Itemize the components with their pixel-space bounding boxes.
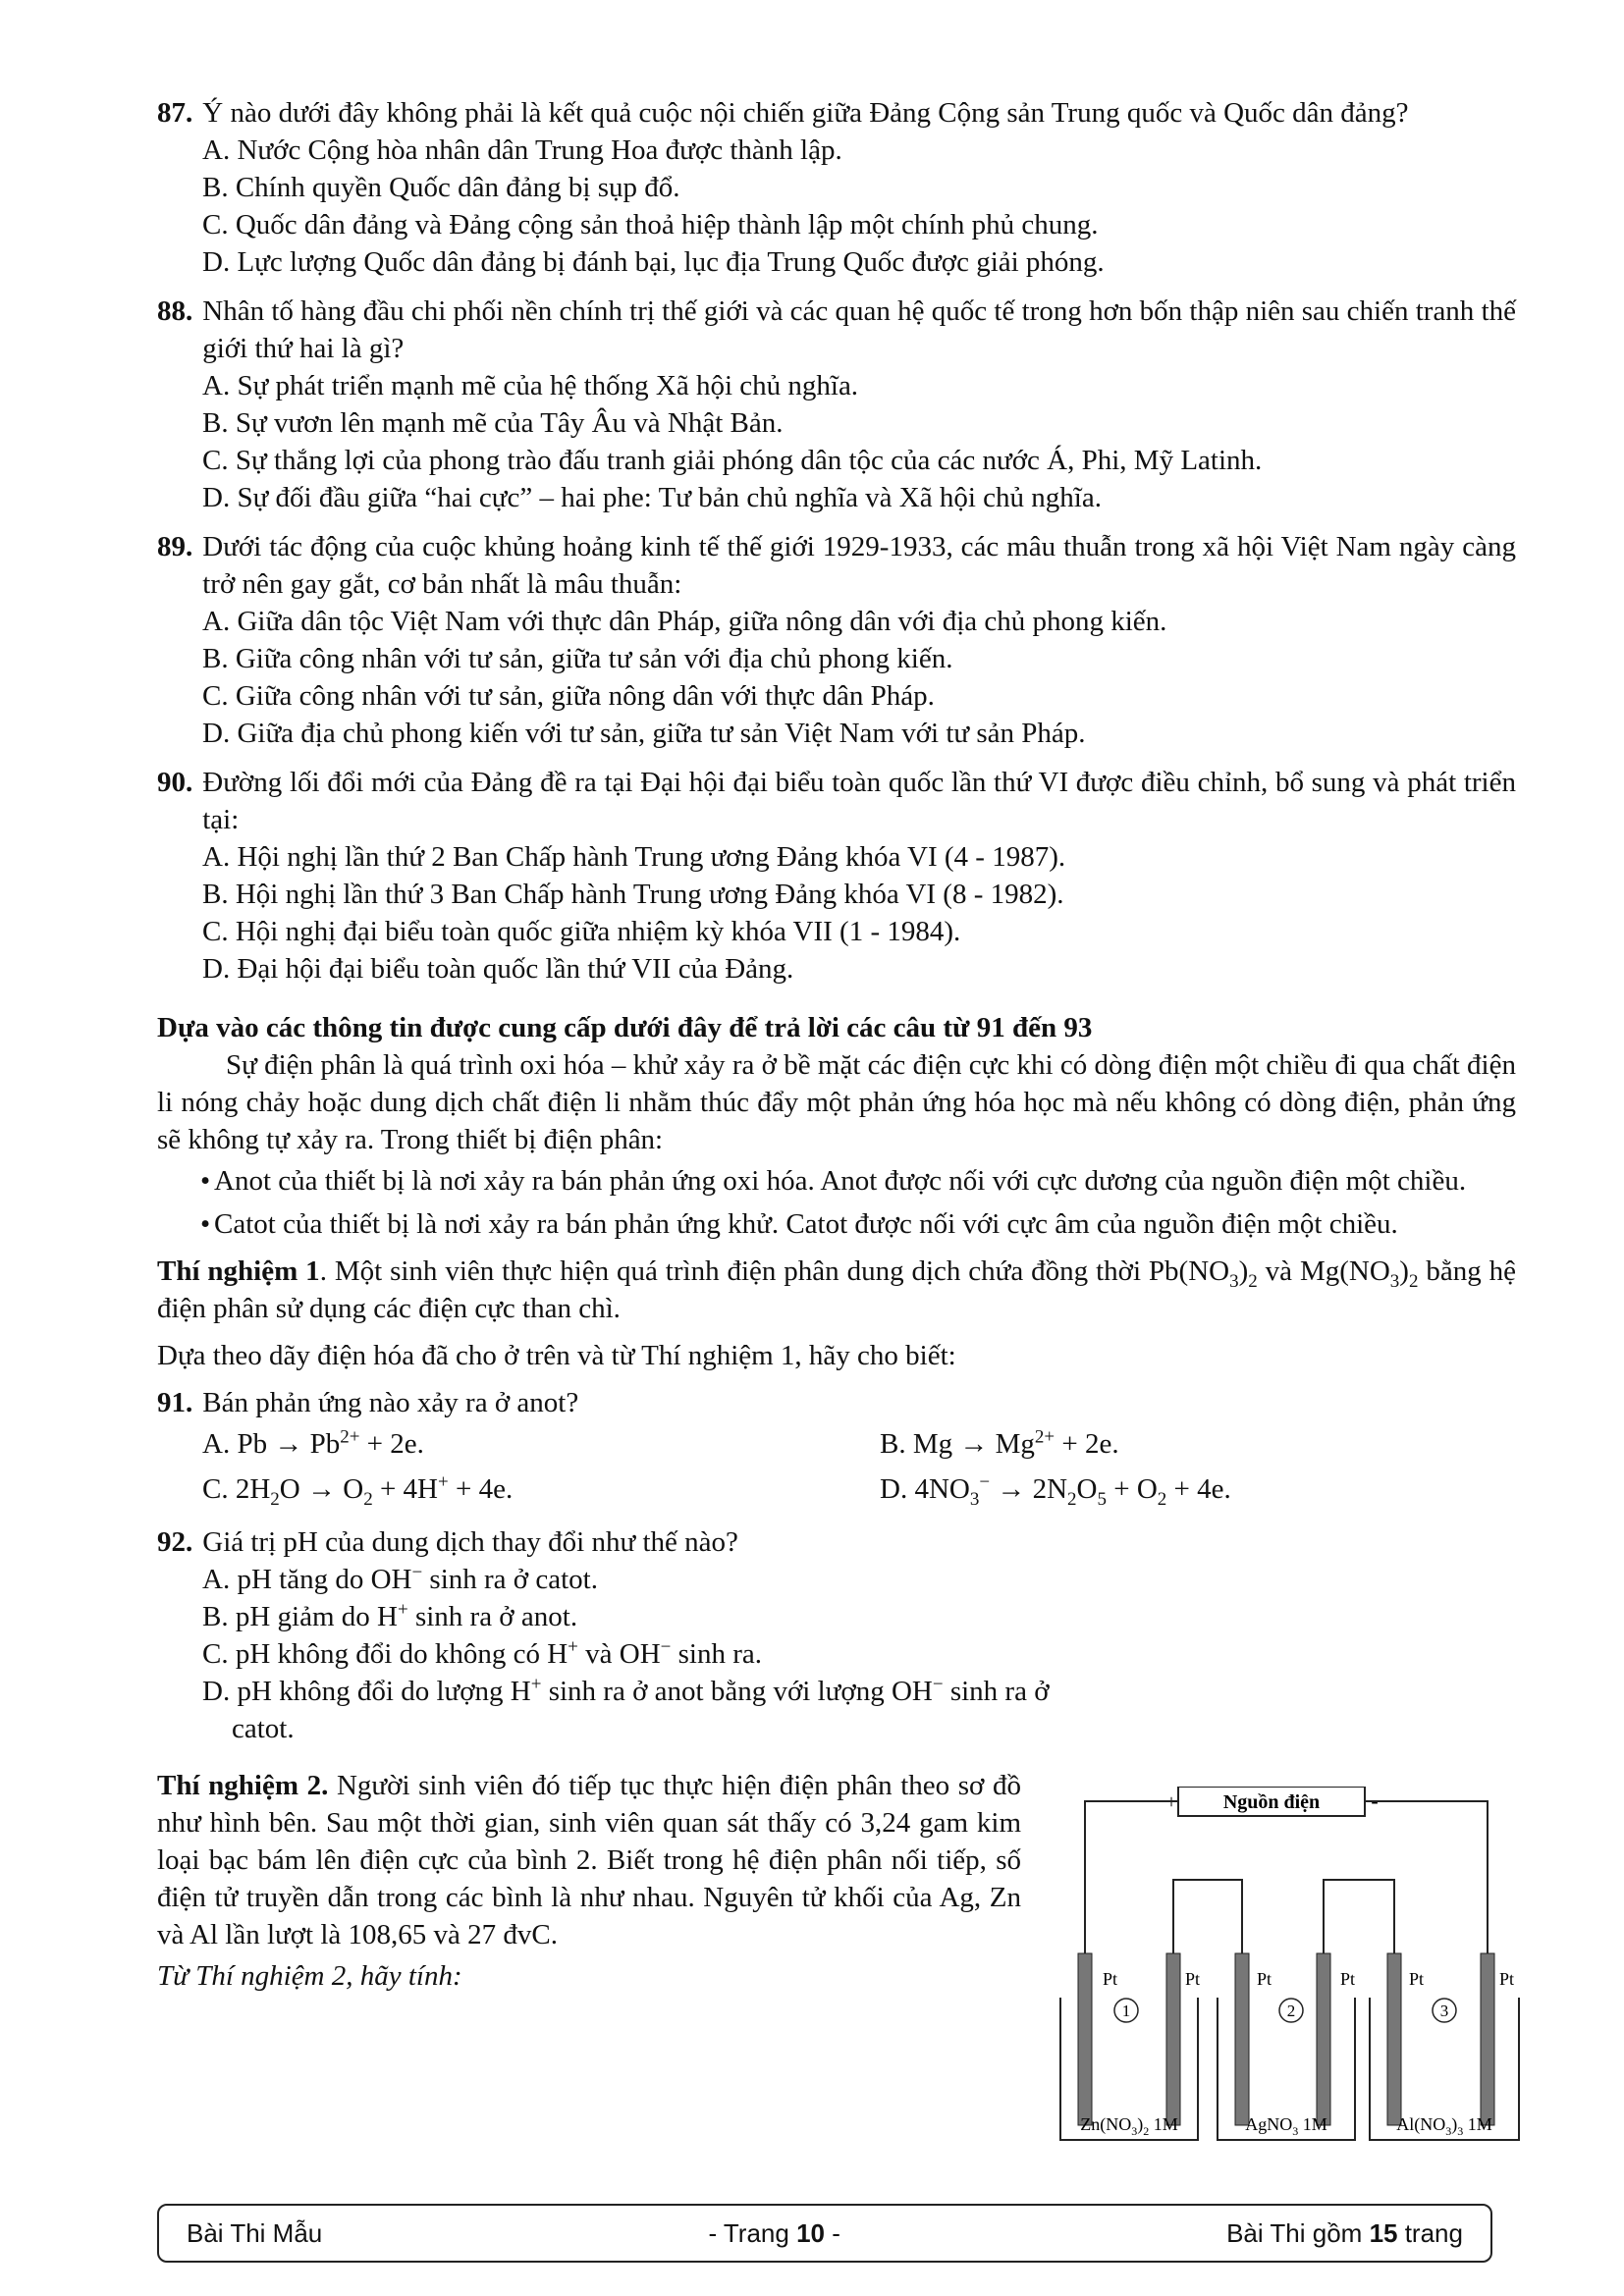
question-text: Ý nào dưới đây không phải là kết quả cuộc nội chiến giữa Đảng Cộng sản Trung quốc và Quốc dân đảng?: [202, 97, 1409, 129]
experiment-2-followup: Từ Thí nghiệm 2, hãy tính:: [157, 1960, 462, 1992]
option-b: B. Chính quyền Quốc dân đảng bị sụp đổ.: [202, 172, 680, 203]
section-intro: Sự điện phân là quá trình oxi hóa – khử xảy ra ở bề mặt các điện cực khi có dòng điện một chiều đi qua chất điện li nóng chảy hoặc dung dịch chất điện li nhằm thúc đẩy một phản ứng hóa học mà nếu không có dòng điện, phản ứng sẽ không tự xảy ra. Trong thiết bị điện phân:: [157, 1049, 1516, 1155]
question-number: 88.: [157, 295, 193, 327]
question-number: 89.: [157, 531, 193, 562]
wire-bridge-1-2: [1173, 1880, 1242, 1953]
solution-3-label: $Al(NO_3)_3$ 1M: [1396, 2114, 1492, 2138]
question-number: 87.: [157, 97, 193, 129]
electrode: [1078, 1953, 1092, 2125]
electrode-label: Pt: [1409, 1969, 1425, 1989]
option-d: D. Lực lượng Quốc dân đảng bị đánh bại, lục địa Trung Quốc được giải phóng.: [202, 246, 1105, 278]
wire-bridge-2-3: [1324, 1880, 1394, 1953]
question-91: [157, 1384, 1516, 1512]
experiment-1-followup: Dựa theo dãy điện hóa đã cho ở trên và từ Thí nghiệm 1, hãy cho biết:: [157, 1340, 956, 1371]
electrode: [1481, 1953, 1494, 2125]
question-92: [157, 1523, 1516, 1747]
wire-negative: [1365, 1801, 1488, 1953]
experiment-1: Thí nghiệm 1. Một sinh viên thực hiện quá trình điện phân dung dịch chứa đồng thời $Pb(NO_3)_2$ và $Mg(NO_3)_2$ bằng hệ điện phân sử dụng các điện cực than chì.: [157, 1255, 1517, 1324]
question-number: 92.: [157, 1526, 193, 1558]
option-c: C. $2H_2O \to O_2 + 4H^+ + 4e$.: [202, 1471, 514, 1510]
option-b: B. Giữa công nhân với tư sản, giữa tư sản với địa chủ phong kiến.: [202, 643, 953, 674]
option-c: C. Sự thắng lợi của phong trào đấu tranh giải phóng dân tộc của các nước Á, Phi, Mỹ Latinh.: [202, 445, 1263, 476]
question-89: [157, 528, 1516, 752]
footer-page-number: - Trang 10 -: [708, 2217, 840, 2248]
experiment-label: Thí nghiệm 1: [157, 1255, 320, 1287]
option-a: A. pH tăng do OH− sinh ra ở catot.: [202, 1562, 598, 1595]
electrolysis-diagram: [1056, 1787, 1527, 2160]
option-c: C. pH không đổi do không có H+ và OH− sinh ra.: [202, 1636, 762, 1670]
footer-total-pages: Bài Thi gồm 15 trang: [1226, 2217, 1463, 2248]
question-88: [157, 293, 1516, 516]
electrode: [1235, 1953, 1249, 2125]
option-a: A. $Pb \to Pb^{2+} + 2e$.: [202, 1426, 424, 1460]
electrode-label: Pt: [1340, 1969, 1356, 1989]
option-a: A. Nước Cộng hòa nhân dân Trung Hoa được thành lập.: [202, 134, 842, 166]
question-number: 90.: [157, 767, 193, 798]
electrode-label: Pt: [1185, 1969, 1201, 1989]
bullet-anot: • Anot của thiết bị là nơi xảy ra bán phản ứng oxi hóa. Anot được nối với cực dương của nguồn điện một chiều.: [157, 1162, 1516, 1200]
question-text: Đường lối đổi mới của Đảng đề ra tại Đại hội đại biểu toàn quốc lần thứ VI được điều chỉnh, bổ sung và phát triển tại:: [202, 767, 1516, 835]
bullet-icon: •: [200, 1208, 211, 1240]
power-source-label: Nguồn điện: [1222, 1791, 1321, 1813]
solution-1-label: $Zn(NO_3)_2$ 1M: [1080, 2114, 1178, 2138]
bullet-icon: •: [200, 1165, 211, 1197]
question-text: Giá trị pH của dung dịch thay đổi như thế nào?: [202, 1526, 738, 1558]
plus-terminal: +: [1165, 1791, 1177, 1813]
cell-number: 3: [1439, 2002, 1449, 2020]
section-title: Dựa vào các thông tin được cung cấp dưới đây để trả lời các câu từ 91 đến 93: [157, 1012, 1093, 1043]
option-a: A. Hội nghị lần thứ 2 Ban Chấp hành Trung ương Đảng khóa VI (4 - 1987).: [202, 841, 1066, 873]
option-d: D. pH không đổi do lượng H+ sinh ra ở anot bằng với lượng OH− sinh ra ở catot.: [202, 1674, 1050, 1744]
electrode: [1166, 1953, 1180, 2125]
option-d: D. Sự đối đầu giữa “hai cực” – hai phe: Tư bản chủ nghĩa và Xã hội chủ nghĩa.: [202, 482, 1102, 513]
bullet-catot: • Catot của thiết bị là nơi xảy ra bán phản ứng khử. Catot được nối với cực âm của nguồn điện một chiều.: [157, 1205, 1516, 1243]
electrode-label: Pt: [1103, 1969, 1118, 1989]
question-90: [157, 764, 1516, 988]
question-87: [157, 94, 1516, 281]
question-number: 91.: [157, 1387, 193, 1418]
experiment-label: Thí nghiệm 2.: [157, 1770, 329, 1801]
page-footer: [157, 2204, 1492, 2263]
exam-page: [157, 94, 1516, 1995]
option-c: C. Hội nghị đại biểu toàn quốc giữa nhiệm kỳ khóa VII (1 - 1984).: [202, 916, 961, 947]
option-grid: [202, 1421, 1516, 1512]
option-b: B. Hội nghị lần thứ 3 Ban Chấp hành Trung ương Đảng khóa VI (8 - 1982).: [202, 879, 1064, 910]
question-text: Bán phản ứng nào xảy ra ở anot?: [202, 1387, 579, 1418]
electrode-label: Pt: [1499, 1969, 1515, 1989]
minus-terminal: -: [1371, 1789, 1379, 1813]
option-d: D. $4NO_3^- \to 2N_2O_5 + O_2 + 4e$.: [880, 1471, 1231, 1510]
question-text: Dưới tác động của cuộc khủng hoảng kinh tế thế giới 1929-1933, các mâu thuẫn trong xã hội Việt Nam ngày càng trở nên gay gắt, cơ bản nhất là mâu thuẫn:: [202, 531, 1516, 600]
option-b: B. pH giảm do H+ sinh ra ở anot.: [202, 1599, 578, 1632]
option-b: B. Sự vươn lên mạnh mẽ của Tây Âu và Nhật Bản.: [202, 407, 784, 439]
cell-number: 2: [1286, 2002, 1296, 2020]
solution-2-label: AgNO$_3$ 1M: [1245, 2114, 1327, 2138]
electrode-label: Pt: [1257, 1969, 1272, 1989]
option-c: C. Giữa công nhân với tư sản, giữa nông dân với thực dân Pháp.: [202, 680, 935, 712]
option-b: B. $Mg \to Mg^{2+} + 2e$.: [880, 1426, 1119, 1460]
electrode: [1317, 1953, 1330, 2125]
wire-positive: [1085, 1801, 1178, 1953]
option-a: A. Sự phát triển mạnh mẽ của hệ thống Xã hội chủ nghĩa.: [202, 370, 859, 401]
option-c: C. Quốc dân đảng và Đảng cộng sản thoả hiệp thành lập một chính phủ chung.: [202, 209, 1099, 240]
option-d: D. Đại hội đại biểu toàn quốc lần thứ VII của Đảng.: [202, 953, 794, 985]
option-d: D. Giữa địa chủ phong kiến với tư sản, giữa tư sản Việt Nam với tư sản Pháp.: [202, 718, 1086, 749]
question-text: Nhân tố hàng đầu chi phối nền chính trị thế giới và các quan hệ quốc tế trong hơn bốn thập niên sau chiến tranh thế giới thứ hai là gì?: [202, 295, 1516, 364]
footer-exam-name: Bài Thi Mẫu: [187, 2217, 323, 2248]
electrode: [1387, 1953, 1401, 2125]
experiment-2: Thí nghiệm 2. Người sinh viên đó tiếp tục thực hiện điện phân theo sơ đồ như hình bên. Sau một thời gian, sinh viên quan sát thấy có 3,24 gam kim loại bạc bám lên điện cực của bình 2. Biết trong hệ điện phân nối tiếp, số điện tử truyền dẫn trong các bình là như nhau. Nguyên tử khối của Ag, Zn và Al lần lượt là 108,65 và 27 đvC.: [157, 1770, 1021, 1950]
cell-number: 1: [1121, 2002, 1131, 2020]
option-a: A. Giữa dân tộc Việt Nam với thực dân Pháp, giữa nông dân với địa chủ phong kiến.: [202, 606, 1167, 637]
